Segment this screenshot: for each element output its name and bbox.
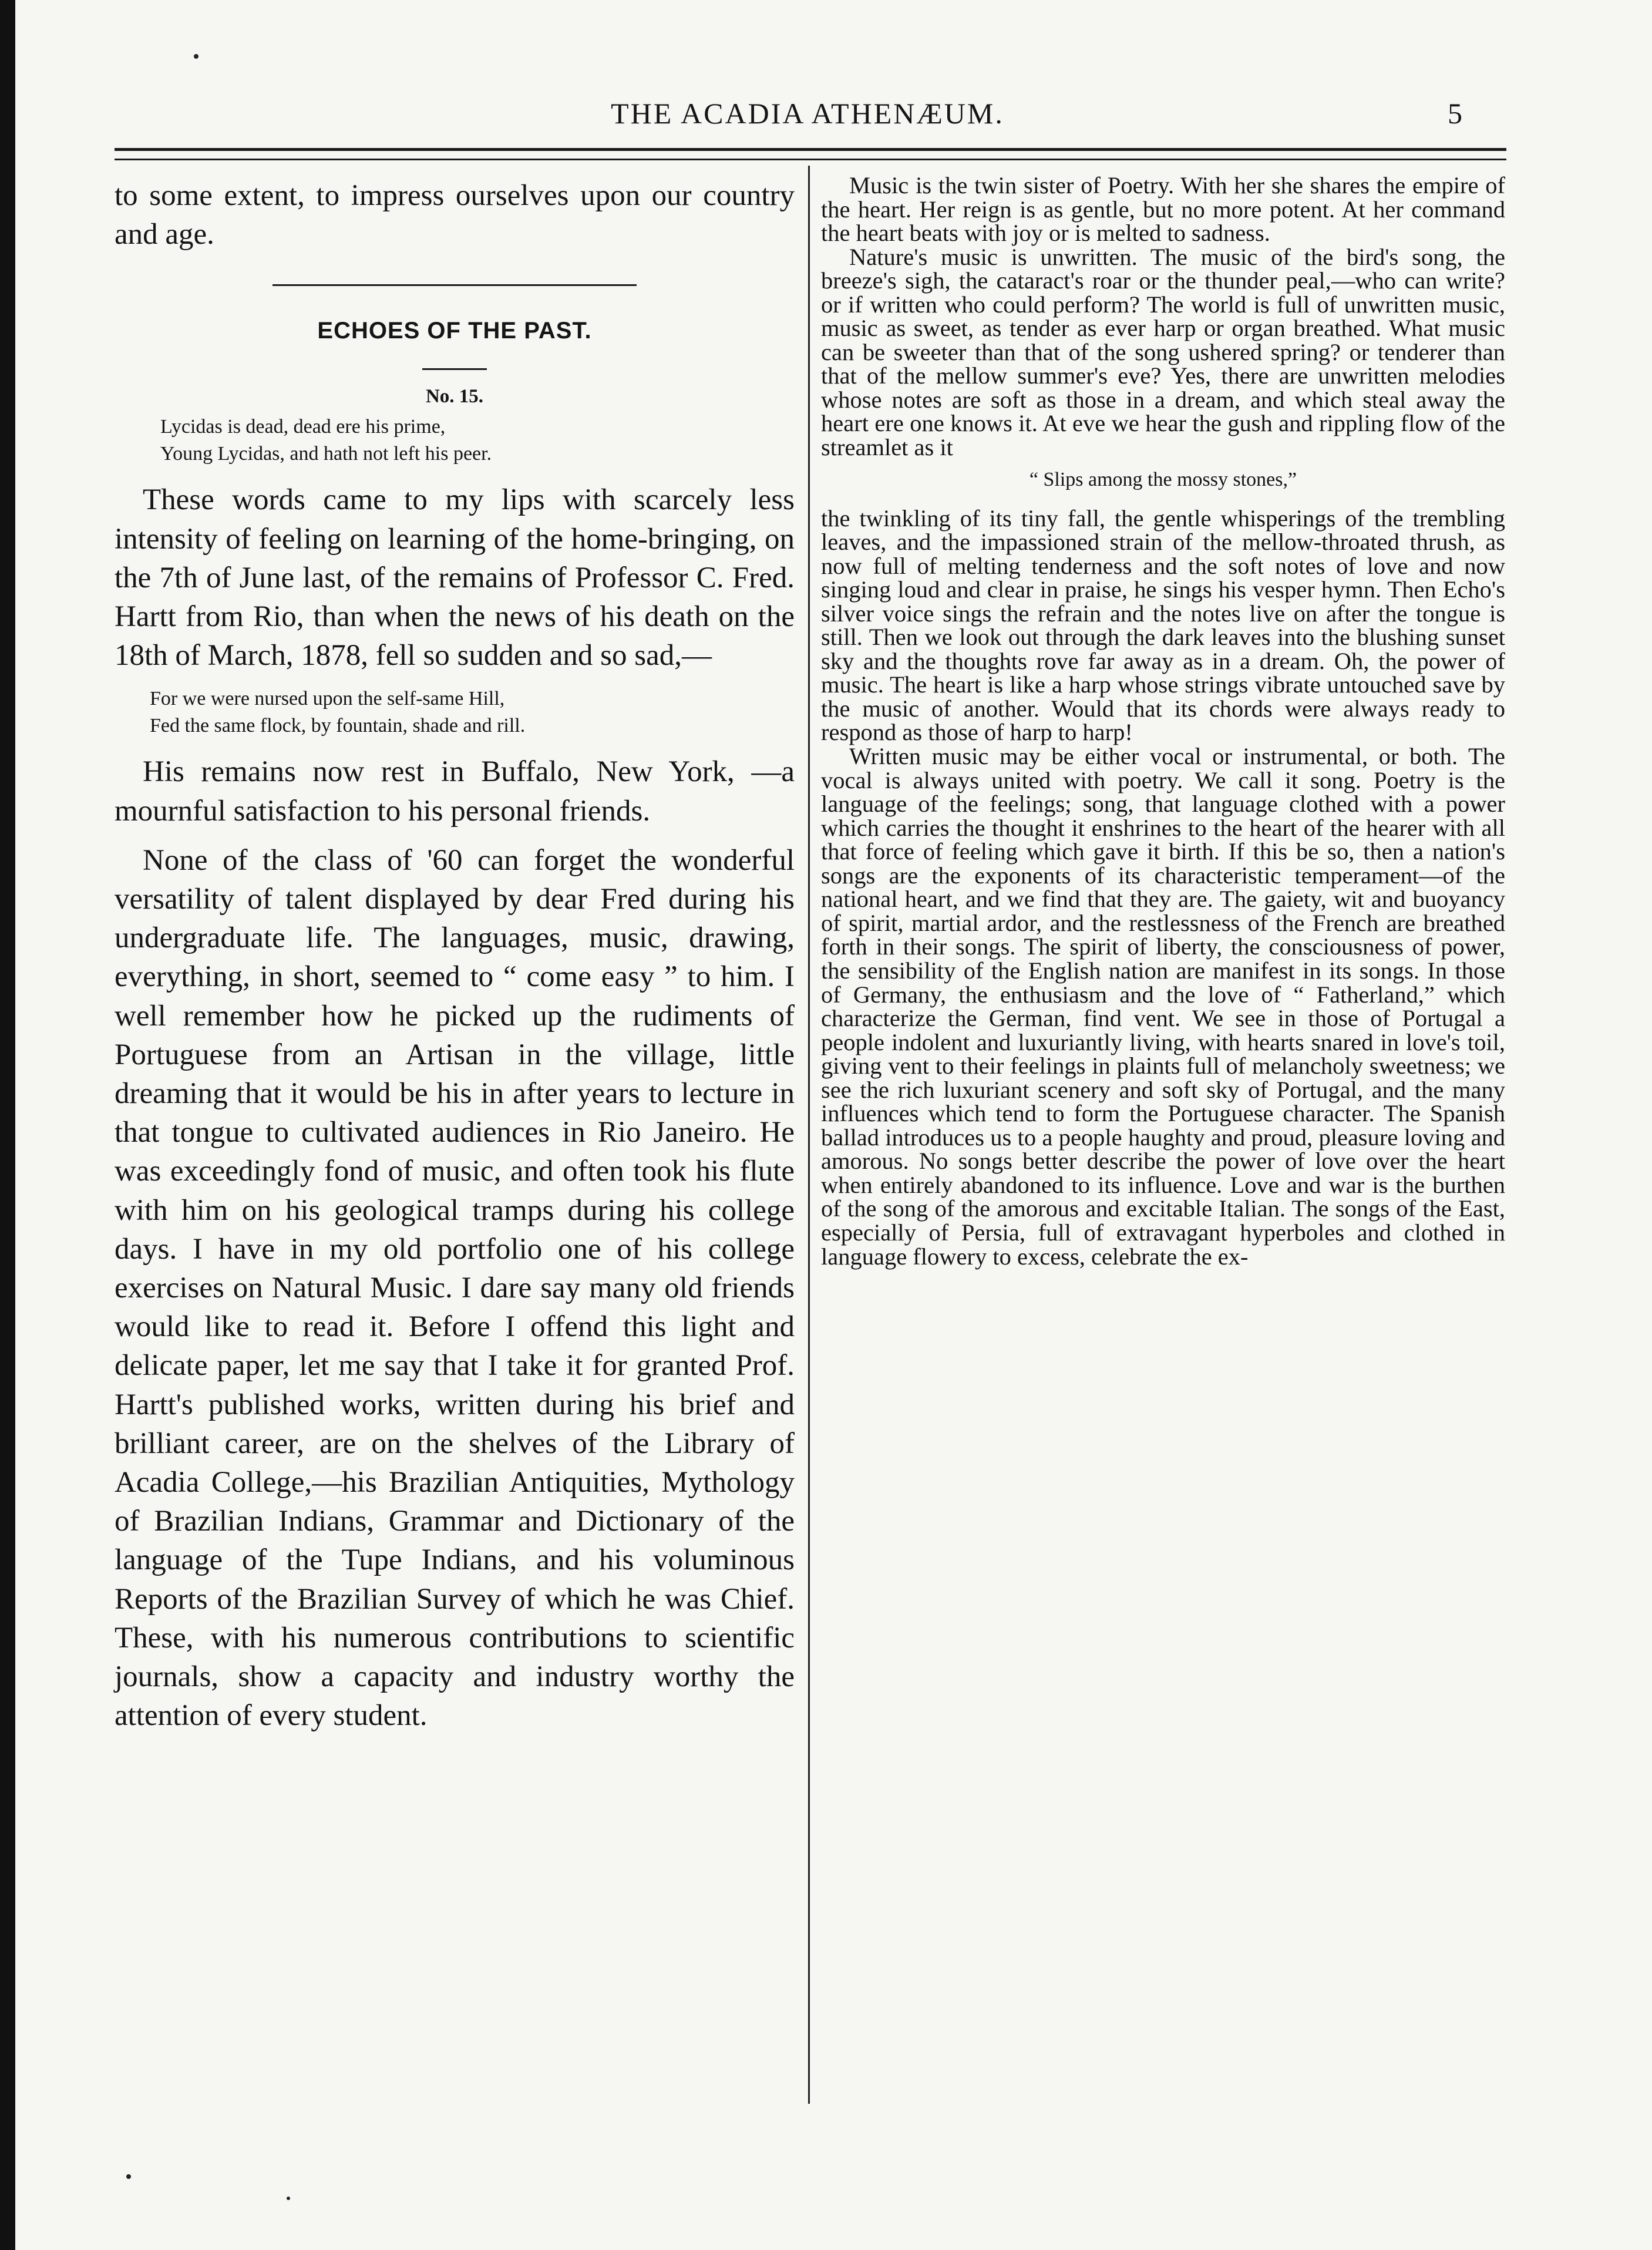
section-title: ECHOES OF THE PAST. (317, 318, 592, 344)
paragraph: the twinkling of its tiny fall, the gentle whisperings of the trembling leaves, and the impassioned strain of the mellow-throated thrush, as now full of melting tenderness and the soft notes of love and now singing loud and clear in praise, he sings his vesper hymn. Then Echo's silver voice sings the refrain and the notes live on after the tongue is still. Then we look out through the dark leaves into the blushing sunset sky and the thoughts rove far away as in a dream. Oh, the power of music. The heart is like a harp whose strings vibrate untouched save by the music of another. Would that its chords were always ready to respond as those of harp to harp! (821, 505, 1505, 746)
page-number: 5 (1448, 97, 1462, 130)
inline-quote: “ Slips among the mossy stones,” (1029, 468, 1297, 490)
verse-line: Fed the same flock, by fountain, shade and rill. (150, 715, 526, 737)
header-rule (115, 148, 1506, 151)
paragraph: These words came to my lips with scarcely less intensity of feeling on learning of the home-bringing, on the 7th of June last, of the remains of Professor C. Fred. Hartt from Rio, than when the news of his death on the 18th of March, 1878, fell so sudden and so sad,— (115, 483, 795, 672)
speck-mark (126, 2174, 131, 2179)
right-column (821, 174, 1505, 1269)
verse-quote (115, 685, 795, 739)
page-edge-shadow (0, 0, 15, 2250)
epigraph (115, 413, 795, 468)
paragraph: Nature's music is unwritten. The music of the bird's song, the breeze's sigh, the cataract's roar or the thunder peal,—who can write? or if written who could perform? The world is full of unwritten music, music as sweet, as tender as ever harp or organ breathed. What music can be sweeter than that of the song ushered spring? or tenderer than that of the mellow summer's eve? Yes, there are unwritten melodies whose notes are soft as those in a dream, and which steal away the heart ere one knows it. At eve we hear the gush and rippling flow of the streamlet as it (821, 243, 1505, 461)
column-divider (808, 166, 810, 2104)
section-rule (272, 284, 637, 286)
speck-mark (287, 2197, 290, 2200)
epigraph-line: Lycidas is dead, dead ere his prime, (160, 416, 446, 438)
paragraph: Written music may be either vocal or instrumental, or both. The vocal is always united with poetry. We call it song. Poetry is the language of the feelings; song, that language clothed with a power which carries the thought it enshrines to the heart of the hearer with all that force of feeling which gave it birth. If this be so, then a nation's songs are the exponents of its characteristic temperament—of the national heart, and we find that they are. The gaiety, wit and buoyancy of spirit, martial ardor, and the restlessness of the French are breathed forth in their songs. The spirit of liberty, the consciousness of power, the sensibility of the English nation are manifest in its songs. In those of Germany, the enthusiasm and the love of “ Fatherland,” which characterize the German, find vent. We see in those of Portugal a people indolent and luxuriantly living, with hearts snared in love's toil, giving vent to their feelings in plaints full of melancholy sweetness; we see the rich luxuriant scenery and soft sky of Portugal, and the many influences which tend to form the Portuguese character. The Spanish ballad introduces us to a people haughty and proud, pleasure loving and amorous. No songs better describe the power of love over the heart when entirely abandoned to its influence. Love and war is the burthen of the song of the amorous and excitable Italian. The songs of the East, especially of Persia, full of extravagant hyperboles and clothed in language flowery to excess, celebrate the ex- (821, 743, 1505, 1270)
paragraph: None of the class of '60 can forget the wonderful versatility of talent displayed by dear Fred during his undergraduate life. The languages, music, drawing, everything, in short, seemed to “ come easy ” to him. I well remember how he picked up the rudiments of Portuguese from an Artisan in the village, little dreaming that it would be his in after years to lecture in that tongue to cultivated audiences in Rio Janeiro. He was exceedingly fond of music, and often took his flute with him on his geological tramps during his college days. I have in my old portfolio one of his college exercises on Natural Music. I dare say many old friends would like to read it. Before I offend this light and delicate paper, let me say that I take it for granted Prof. Hartt's published works, written during his brief and brilliant career, are on the shelves of the Library of Acadia College,—his Brazilian Antiquities, Mythology of Brazilian Indians, Grammar and Dictionary of the language of the Tupe Indians, and his voluminous Reports of the Brazilian Survey of which he was Chief. These, with his numerous contributions to scientific journals, show a capacity and industry worthy the attention of every student. (115, 843, 795, 1733)
paragraph: Music is the twin sister of Poetry. With her she shares the empire of the heart. Her reign is as gentle, but no more potent. At her command the heart beats with joy or is melted to sadness. (821, 172, 1505, 247)
title-rule (422, 368, 487, 370)
speck-mark (194, 54, 198, 59)
header-rule (115, 159, 1506, 160)
journal-title: THE ACADIA ATHENÆUM. (611, 97, 1004, 130)
article-number: No. 15. (425, 386, 484, 408)
verse-line: For we were nursed upon the self-same Hill, (150, 688, 505, 710)
epigraph-line: Young Lycidas, and hath not left his peer. (160, 443, 492, 465)
paragraph: His remains now rest in Buffalo, New York, —a mournful satisfaction to his personal friends. (115, 755, 795, 828)
intro-continuation: to some extent, to impress ourselves upon our country and age. (115, 179, 795, 251)
page-header (112, 88, 1503, 141)
left-column (115, 176, 795, 1746)
